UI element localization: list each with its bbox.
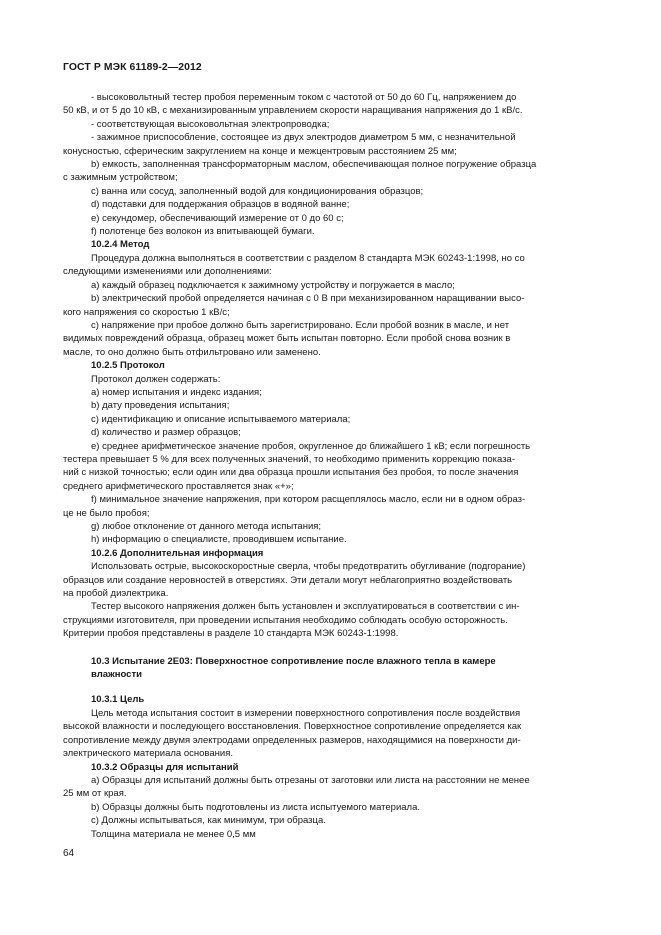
- text-line: с зажимным устройством;: [63, 172, 178, 184]
- text-line: a) номер испытания и индекс издания;: [91, 386, 262, 398]
- text-line: ний с низкой точностью; если один или два образца прошли испытания без пробоя, то после значения: [63, 467, 519, 479]
- text-line: d) подставки для поддержания образцов в водяной ванне;: [91, 199, 350, 211]
- text-line: c) Должны испытываться, как минимум, три образца.: [91, 815, 326, 827]
- standard-header: ГОСТ Р МЭК 61189-2—2012: [63, 62, 202, 73]
- text-line: d) количество и размер образцов;: [91, 427, 241, 439]
- text-line: f) полотенце без волокон из впитывающей бумаги.: [91, 226, 315, 238]
- text-line: Критерии пробоя представлены в разделе 10 стандарта МЭК 60243-1:1998.: [63, 628, 399, 640]
- text-line: Цель метода испытания состоит в измерении поверхностного сопротивления после воздействия: [91, 707, 521, 719]
- text-line: Использовать острые, высокоскоростные сверла, чтобы предотвратить обугливание (подгорание): [91, 561, 526, 573]
- text-line: Толщина материала не менее 0,5 мм: [91, 828, 256, 840]
- section-heading: 10.2.5 Протокол: [91, 360, 165, 372]
- text-line: e) секундомер, обеспечивающий измерение от 0 до 60 с;: [91, 212, 344, 224]
- text-line: c) идентификацию и описание испытываемого материала;: [91, 413, 351, 425]
- text-line: Протокол должен содержать:: [91, 373, 221, 385]
- text-line: 50 кВ, и от 5 до 10 кВ, с механизированным управлением скорости наращивания напряжения до 1 кВ/с.: [63, 105, 523, 117]
- text-line: b) Образцы должны быть подготовлены из листа испытуемого материала.: [91, 801, 421, 813]
- text-line: струкциями изготовителя, при проведении испытания необходимо соблюдать особую осторожность.: [63, 614, 508, 626]
- text-line: конусностью, сферическим закруглением на конце и межцентровым расстоянием 25 мм;: [63, 145, 457, 157]
- text-line: 25 мм от края.: [63, 788, 127, 800]
- text-line: Тестер высокого напряжения должен быть установлен и эксплуатироваться в соответствии с ин-: [91, 601, 520, 613]
- text-line: масле, то оно должно быть отфильтровано или заменено.: [63, 346, 321, 358]
- text-line: образцов или создание неровностей в отверстиях. Эти детали могут неблагоприятно воздействовать: [63, 574, 513, 586]
- text-line: a) каждый образец подключается к зажимному устройству и погружается в масло;: [91, 279, 455, 291]
- section-heading: 10.3.1 Цель: [91, 694, 145, 706]
- text-line: - соответствующая высоковольтная электропроводка;: [91, 118, 330, 130]
- text-line: сопротивление между двумя электродами определенных размеров, находящимися на поверхности ди-: [63, 734, 521, 746]
- text-line: тестера превышает 5 % для всех полученных значений, то необходимо применить коррекцию показа-: [63, 453, 516, 465]
- text-line: b) дату проведения испытания;: [91, 400, 230, 412]
- text-line: h) информацию о специалисте, проводившем испытание.: [91, 534, 347, 546]
- text-line: среднего арифметического проставляется знак «+»;: [63, 480, 294, 492]
- text-line: c) ванна или сосуд, заполненный водой для кондиционирования образцов;: [91, 185, 424, 197]
- text-line: - зажимное приспособление, состоящее из двух электродов диаметром 5 мм, с незначительной: [91, 132, 516, 144]
- text-line: c) напряжение при пробое должно быть зарегистрировано. Если пробой возник в масле, и нет: [91, 319, 510, 331]
- text-line: кого напряжения со скоростью 1 кВ/с;: [63, 306, 230, 318]
- text-line: на пробой диэлектрика.: [63, 588, 169, 600]
- section-heading: 10.3 Испытание 2Е03: Поверхностное сопротивление после влажного тепла в камере: [91, 655, 496, 667]
- section-heading: 10.3.2 Образцы для испытаний: [91, 761, 239, 773]
- text-line: высокой влажности и последующего восстановления. Поверхностное сопротивление определяется как: [63, 721, 522, 733]
- text-line: e) среднее арифметическое значение пробоя, округленное до ближайшего 1 кВ; если погрешность: [91, 440, 531, 452]
- section-heading: влажности: [91, 669, 142, 681]
- text-line: b) электрический пробой определяется начиная с 0 В при механизированном наращивании высо-: [91, 293, 525, 305]
- text-line: a) Образцы для испытаний должны быть отрезаны от заготовки или листа на расстоянии не менее: [91, 774, 530, 786]
- section-heading: 10.2.4 Метод: [91, 239, 150, 251]
- text-line: g) любое отклонение от данного метода испытания;: [91, 521, 322, 532]
- document-body: [63, 91, 598, 841]
- text-line: f) минимальное значение напряжения, при котором расщеплялось масло, если ни в одном образ-: [91, 494, 526, 506]
- text-line: электрического материала основания.: [63, 748, 233, 760]
- text-line: це не было пробоя;: [63, 507, 150, 519]
- text-line: - высоковольтный тестер пробоя переменным током с частотой от 50 до 60 Гц, напряжением до: [91, 92, 517, 103]
- page-number: 64: [63, 848, 75, 859]
- text-line: b) емкость, заполненная трансформаторным маслом, обеспечивающая полное погружение образца: [91, 159, 537, 171]
- text-line: следующими изменениями или дополнениями:: [63, 266, 272, 278]
- text-line: Процедура должна выполняться в соответствии с разделом 8 стандарта МЭК 60243-1:1998, но со: [91, 252, 525, 264]
- text-line: видимых повреждений образца, образец может быть испытан повторно. Если пробой снова возник в: [63, 333, 511, 345]
- section-heading: 10.2.6 Дополнительная информация: [91, 547, 264, 559]
